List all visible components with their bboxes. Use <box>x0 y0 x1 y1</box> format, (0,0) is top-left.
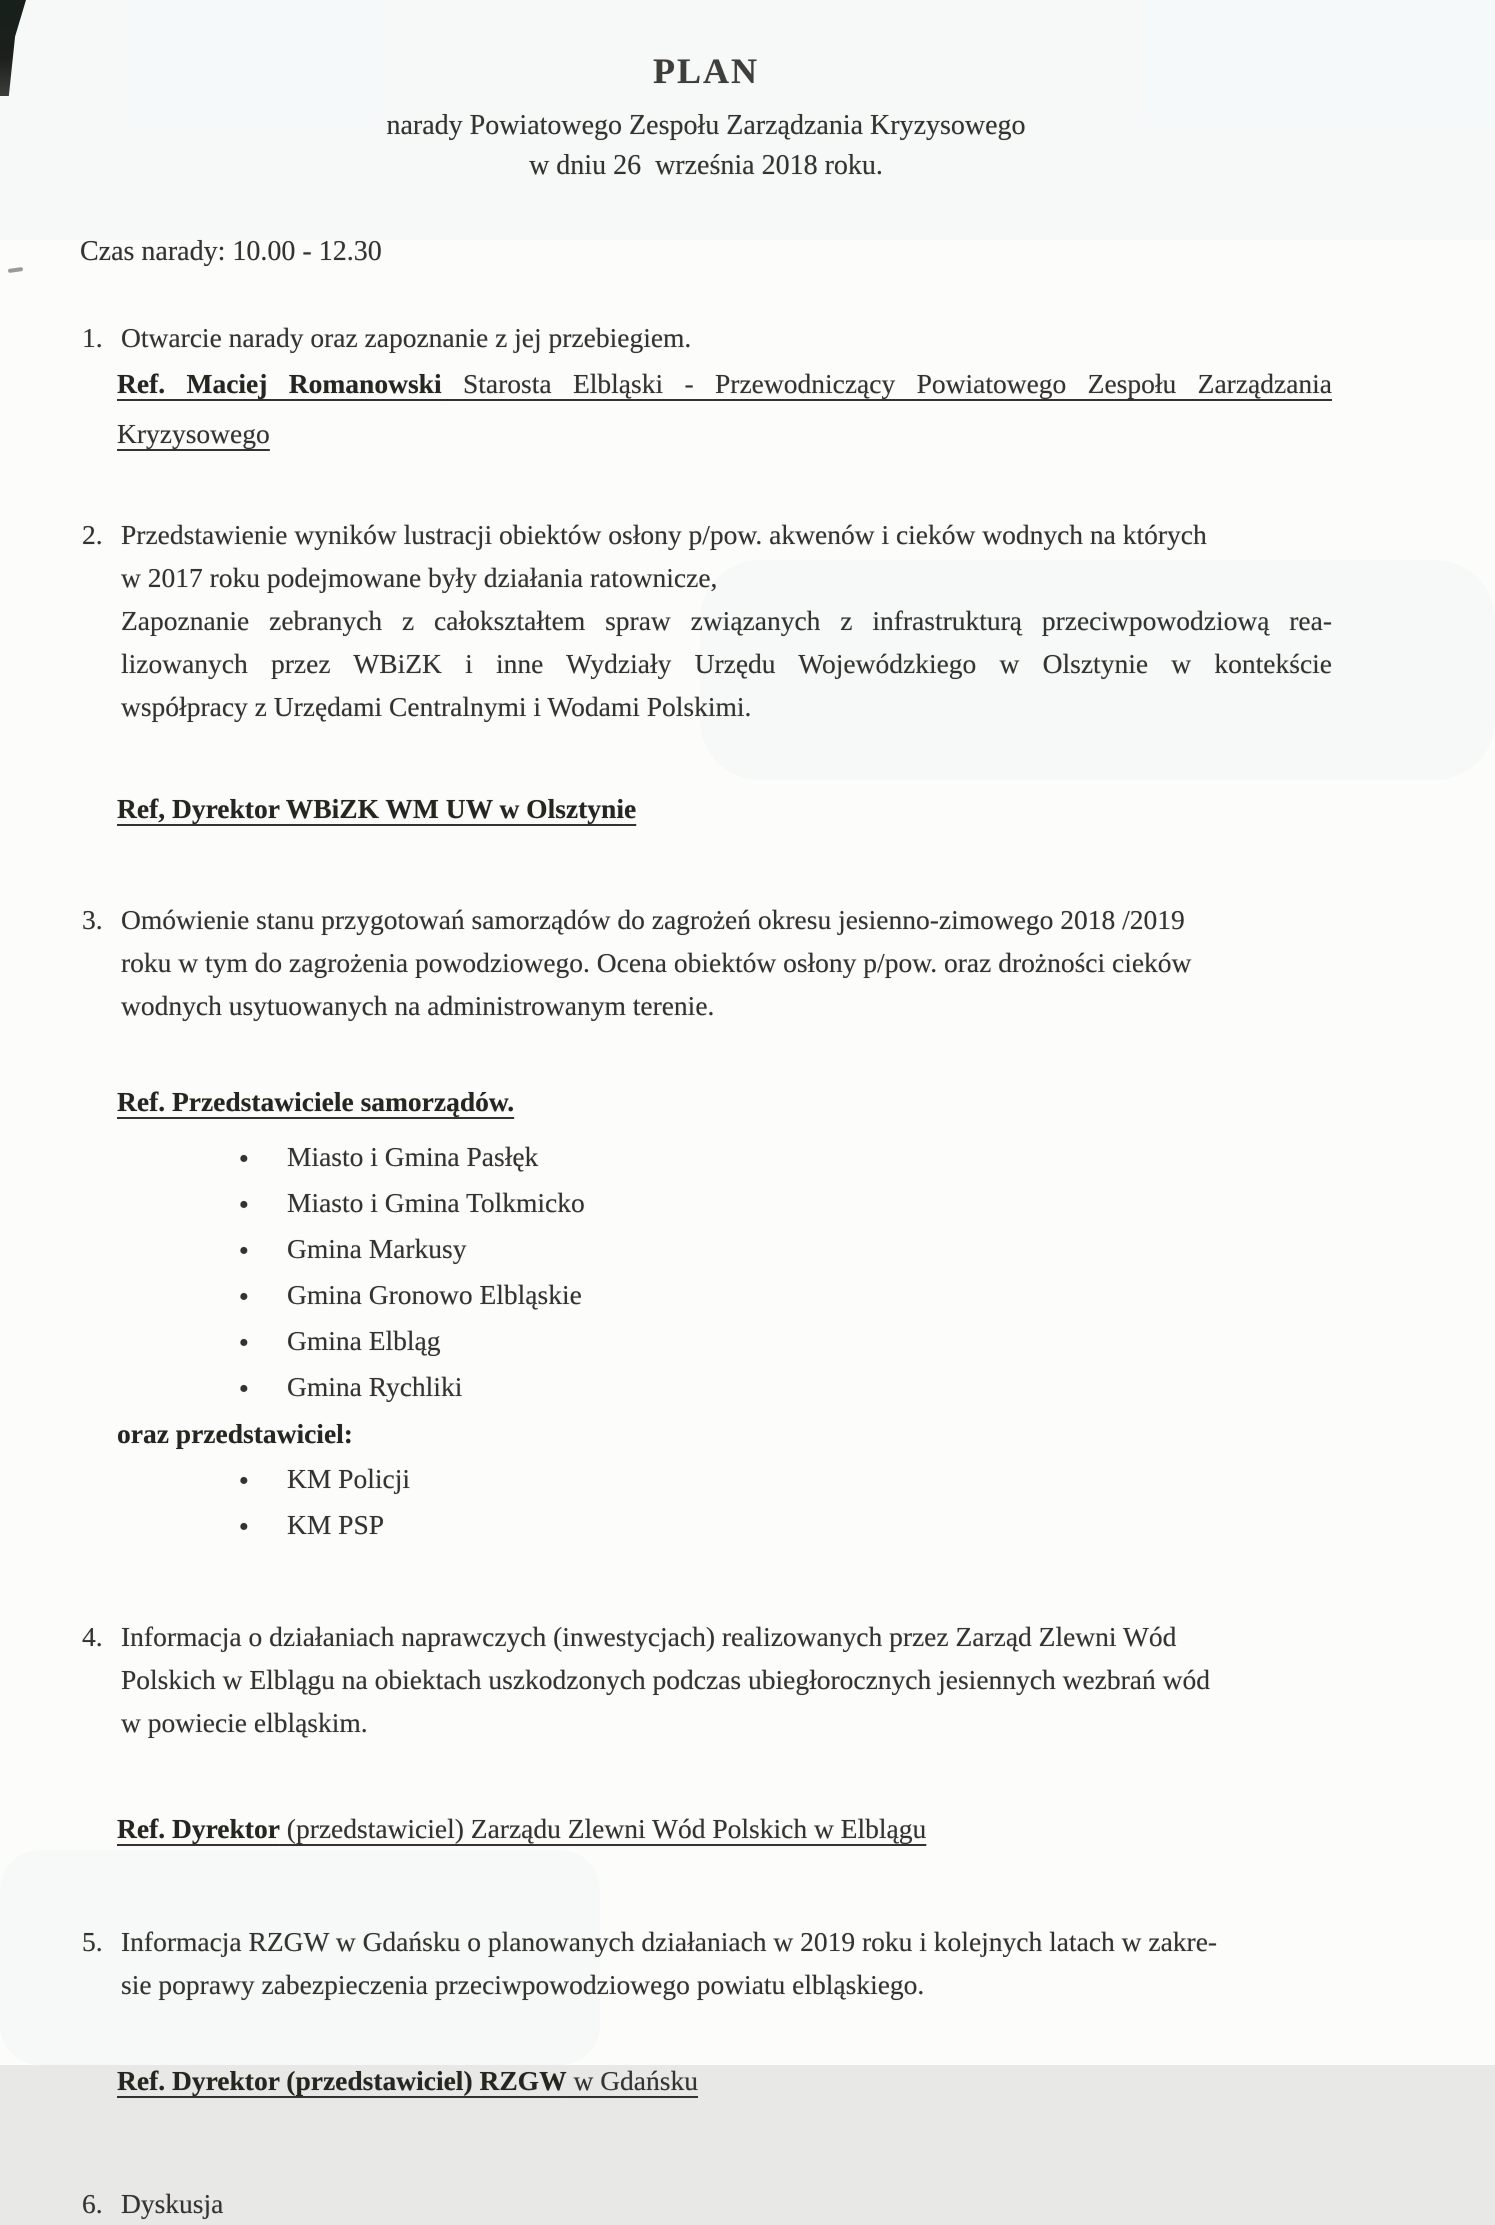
item-text-line: sie poprawy zabezpieczenia przeciwpowodziowego powiatu elbląskiego. <box>121 1969 925 2000</box>
item-text-line: Omówienie stanu przygotowań samorządów do zagrożeń okresu jesienno-zimowego 2018 /2019 <box>121 904 1185 935</box>
item-text-line: w powiecie elbląskim. <box>121 1707 368 1738</box>
ref-line <box>117 2056 1332 2106</box>
item-text-line: Informacja o działaniach naprawczych (inwestycjach) realizowanych przez Zarząd Zlewni Wód <box>121 1621 1177 1652</box>
ref-bold: Ref, Dyrektor WBiZK WM UW w Olsztynie <box>117 793 637 824</box>
item-text-line: Otwarcie narady oraz zapoznanie z jej przebiegiem. <box>121 322 692 353</box>
bullet-icon: ● <box>239 1518 249 1535</box>
meeting-time: Czas narady: 10.00 - 12.30 <box>80 236 382 267</box>
agenda-item-2 <box>80 513 1332 834</box>
ref-block-1 <box>117 359 1332 459</box>
bullet-label: Miasto i Gmina Pasłęk <box>287 1141 539 1172</box>
ref-bold: Ref. Przedstawiciele samorządów. <box>117 1086 515 1117</box>
item-number: 2. <box>82 519 103 550</box>
ref-bold: Ref. Maciej Romanowski <box>117 368 442 399</box>
bullet-icon: ● <box>239 1288 249 1305</box>
agenda-item-6 <box>80 2182 1332 2225</box>
item-text-line: lizowanych przez WBiZK i inne Wydziały Urzędu Wojewódzkiego w Olsztynie w kontekście <box>121 648 1332 679</box>
ref-bold: Ref. Dyrektor <box>117 1813 280 1844</box>
bullet-label: Miasto i Gmina Tolkmicko <box>287 1187 585 1218</box>
item-text-line: Dyskusja <box>121 2188 224 2219</box>
agenda-item-5 <box>80 1920 1332 2106</box>
ref-rest: (przedstawiciel) Zarządu Zlewni Wód Polskich w Elblągu <box>279 1813 927 1844</box>
bullet-label: Gmina Elbląg <box>287 1325 441 1356</box>
bullet-label: KM PSP <box>287 1509 385 1540</box>
ref-line <box>117 784 1332 834</box>
item-number: 1. <box>82 322 103 353</box>
bullet-icon: ● <box>239 1380 249 1397</box>
item-number: 3. <box>82 904 103 935</box>
agenda-item-3 <box>80 898 1332 1549</box>
ref-line <box>117 409 1332 459</box>
ref-block-3 <box>117 1077 1332 1127</box>
bullet-icon: ● <box>239 1196 249 1213</box>
bullet-label: Gmina Gronowo Elbląskie <box>287 1279 582 1310</box>
item-text-line: Zapoznanie zebranych z całokształtem spraw związanych z infrastrukturą przeciwpowodziową rea- <box>121 605 1332 636</box>
bullet-label: Gmina Rychliki <box>287 1371 463 1402</box>
item-text-line: Informacja RZGW w Gdańsku o planowanych działaniach w 2019 roku i kolejnych latach w zakre- <box>121 1926 1218 1957</box>
agenda-item-4 <box>80 1615 1332 1854</box>
item-number: 5. <box>82 1926 103 1957</box>
ref-line <box>117 1804 1332 1854</box>
item-text-line: współpracy z Urzędami Centralnymi i Wodami Polskimi. <box>121 691 752 722</box>
bullet-item <box>121 1503 1332 1549</box>
bullet-item <box>121 1135 1332 1181</box>
ref-rest: Kryzysowego <box>117 418 270 449</box>
bullet-icon: ● <box>239 1472 249 1489</box>
ref-block-5 <box>117 2056 1332 2106</box>
ref-bold: Ref. Dyrektor (przedstawiciel) RZGW <box>117 2065 567 2096</box>
bullet-icon: ● <box>239 1242 249 1259</box>
item-number: 6. <box>82 2188 103 2219</box>
oraz-label: oraz przedstawiciel: <box>117 1418 353 1449</box>
ref-line <box>117 359 1332 409</box>
item-text-line: Przedstawienie wyników lustracji obiektów osłony p/pow. akwenów i cieków wodnych na których <box>121 519 1207 550</box>
bullet-item <box>121 1227 1332 1273</box>
document-date: w dniu 26 września 2018 roku. <box>529 150 883 181</box>
ref-block-4 <box>117 1804 1332 1854</box>
bullet-item <box>121 1319 1332 1365</box>
bullet-item <box>121 1457 1332 1503</box>
agenda-item-1 <box>80 316 1332 459</box>
item-text-line: Polskich w Elblągu na obiektach uszkodzonych podczas ubiegłorocznych jesiennych wezbrań wód <box>121 1664 1210 1695</box>
ref-block-2 <box>117 784 1332 834</box>
bullet-label: Gmina Markusy <box>287 1233 467 1264</box>
bullet-item <box>121 1365 1332 1411</box>
item-number: 4. <box>82 1621 103 1652</box>
bullet-label: KM Policji <box>287 1463 410 1494</box>
bullet-item <box>121 1181 1332 1227</box>
item-text-line: w 2017 roku podejmowane były działania ratownicze, <box>121 562 718 593</box>
item-text-line: wodnych usytuowanych na administrowanym terenie. <box>121 990 715 1021</box>
ref-rest: w Gdańsku <box>566 2065 698 2096</box>
document-header <box>80 50 1332 186</box>
item-text-line: roku w tym do zagrożenia powodziowego. Ocena obiektów osłony p/pow. oraz drożności cieków <box>121 947 1192 978</box>
bullet-item <box>121 1273 1332 1319</box>
bullet-icon: ● <box>239 1150 249 1167</box>
ref-rest: Starosta Elbląski - Przewodniczący Powiatowego Zespołu Zarządzania <box>441 368 1332 399</box>
bullet-icon: ● <box>239 1334 249 1351</box>
ref-line <box>117 1077 1332 1127</box>
document-title: PLAN <box>653 51 759 91</box>
document-subtitle: narady Powiatowego Zespołu Zarządzania Kryzysowego <box>386 110 1026 141</box>
